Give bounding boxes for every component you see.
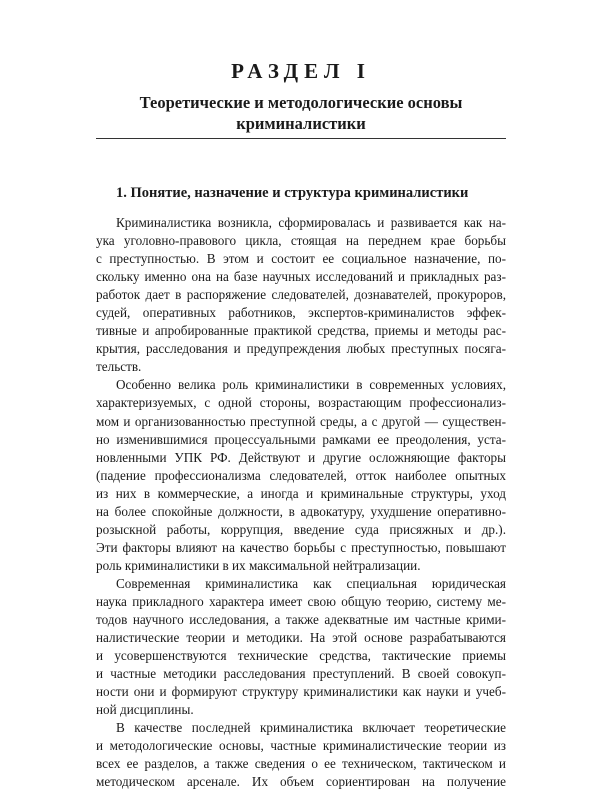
text-line: ной дисциплины. — [96, 702, 194, 718]
text-line: ука уголовно-правового цикла, стоящая на переднем крае борьбы — [96, 233, 506, 249]
text-line: и усовершенствуются технические средства, тактические приемы — [96, 648, 506, 664]
text-line: крытия, расследования и предупреждения любых преступных посяга- — [96, 341, 506, 357]
text-line: наука прикладного характера имеет свою общую теорию, систему ме- — [96, 593, 506, 609]
chapter-heading: 1. Понятие, назначение и структура криминалистики — [116, 185, 469, 201]
body-text — [96, 214, 506, 792]
text-line: налистические теории и методики. На этой основе разрабатываются — [96, 630, 506, 646]
text-line: всех ее разделов, а также сведения о ее техническом, тактическом и — [96, 756, 506, 772]
section-label: РАЗДЕЛ I — [231, 59, 371, 83]
text-line: новленными УПК РФ. Действуют и другие осложняющие факторы — [96, 449, 506, 465]
text-line: но изменившимися процессуальными рамками ее преодоления, уста- — [96, 431, 506, 447]
text-line: характеризуемых, с одной стороны, возрастающим профессионализ- — [96, 395, 506, 411]
text-line: Особенно велика роль криминалистики в современных условиях, — [116, 377, 506, 393]
section-title-line: Теоретические и методологические основы — [139, 93, 463, 112]
text-line: розыскной работы, коррупция, введение суда присяжных и др.). — [96, 521, 506, 537]
text-line: (падение профессионализма следователей, отток наиболее опытных — [96, 467, 506, 483]
text-line: роль криминалистики в их максимальной нейтрализации. — [96, 557, 421, 573]
text-line: и частные методики расследования преступлений. В своей совокуп- — [96, 666, 506, 682]
text-line: Эти факторы влияют на качество борьбы с преступностью, повышают — [96, 539, 506, 555]
text-line: из них в коммерческие, а иногда и криминальные структуры, уход — [96, 485, 506, 501]
text-line: методическом арсенале. Их объем сориентирован на получение — [96, 774, 506, 790]
text-line: мом и организованностью преступной среды, а с другой — существен- — [96, 413, 506, 429]
text-line: тодов научного исследования, а также адекватные им частные крими- — [96, 612, 506, 628]
text-line: работок дает в распоряжение следователей, дознавателей, прокуроров, — [96, 287, 506, 303]
text-line: ности они и формируют структуру криминалистики как науки и учеб- — [96, 684, 506, 700]
text-line: судей, оперативных работников, экспертов-криминалистов эффек- — [96, 305, 506, 321]
text-line: тивные и апробированные практикой средства, приемы и методы рас- — [96, 323, 506, 339]
text-line: Криминалистика возникла, сформировалась и развивается как на- — [116, 215, 506, 230]
text-line: с преступностью. В этом и состоит ее социальное назначение, по- — [96, 251, 506, 267]
document-page — [96, 0, 506, 790]
text-line: скольку именно она на базе научных исследований и прикладных раз- — [96, 269, 506, 285]
section-title-line: криминалистики — [236, 114, 366, 133]
text-line: Современная криминалистика как специальная юридическая — [116, 575, 506, 591]
section-divider — [96, 138, 506, 139]
text-line: В качестве последней криминалистика включает теоретические — [116, 720, 506, 736]
text-line: тельств. — [96, 359, 142, 375]
text-line: и методологические основы, частные криминалистические теории из — [96, 738, 506, 754]
section-title — [96, 92, 506, 134]
text-line: на более спокойные должности, в адвокатуру, ухудшение оперативно- — [96, 503, 506, 519]
